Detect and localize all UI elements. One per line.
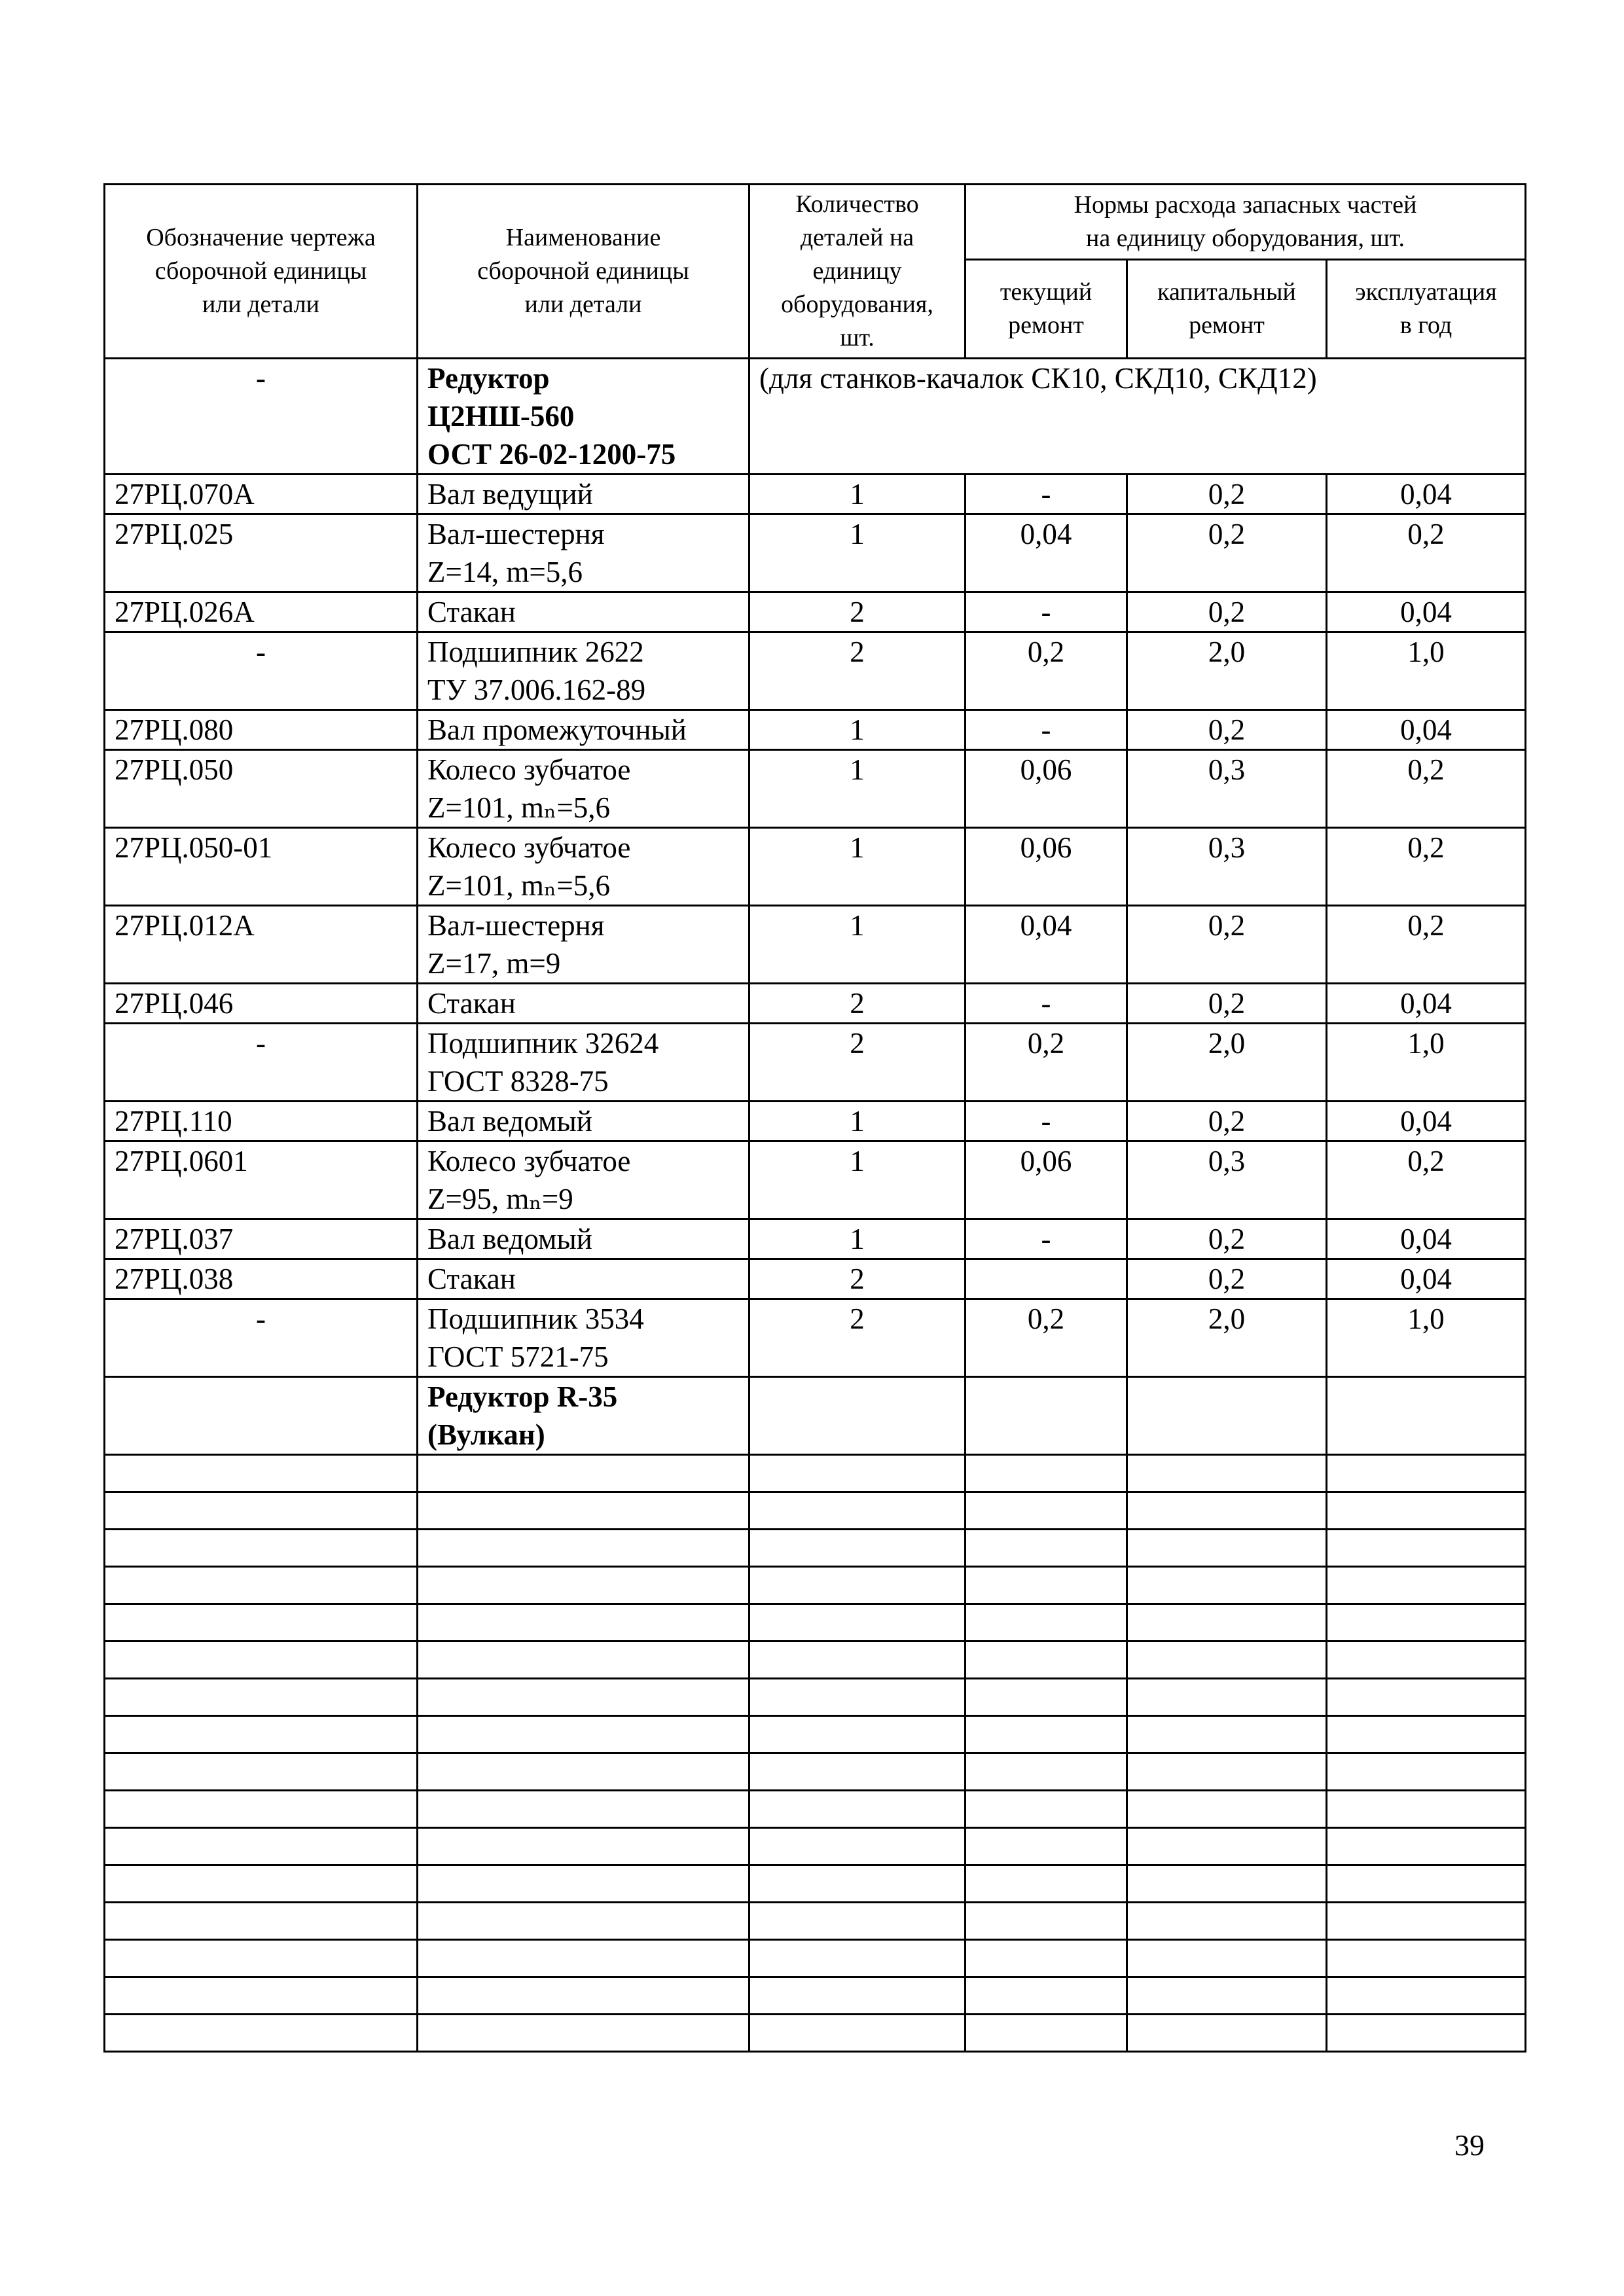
name-cell: Колесо зубчатое Z=101, mₙ=5,6 xyxy=(418,750,749,828)
empty-row xyxy=(105,1455,1526,1492)
name-cell: Колесо зубчатое Z=95, mₙ=9 xyxy=(418,1141,749,1219)
current-repair-cell: 0,2 xyxy=(965,1024,1127,1102)
empty-row xyxy=(105,1977,1526,2015)
current-repair-cell: - xyxy=(965,475,1127,514)
operation-cell: 0,04 xyxy=(1327,1219,1526,1259)
quantity-cell: 1 xyxy=(749,1141,965,1219)
table-row xyxy=(105,750,1526,828)
empty-row xyxy=(105,2015,1526,2052)
table-row xyxy=(105,1141,1526,1219)
table-row xyxy=(105,1024,1526,1102)
designation-cell: 27РЦ.037 xyxy=(105,1219,418,1259)
designation-cell: 27РЦ.012А xyxy=(105,906,418,984)
empty-row xyxy=(105,1716,1526,1753)
designation-cell: 27РЦ.046 xyxy=(105,984,418,1024)
empty-row xyxy=(105,1604,1526,1641)
section-row xyxy=(105,1377,1526,1455)
empty-row xyxy=(105,1828,1526,1865)
quantity-cell: 1 xyxy=(749,475,965,514)
empty-row xyxy=(105,1903,1526,1940)
current-repair-cell: 0,2 xyxy=(965,1299,1127,1377)
table-row xyxy=(105,710,1526,750)
header-operation-per-year: эксплуатация в год xyxy=(1327,260,1526,359)
operation-cell: 0,04 xyxy=(1327,475,1526,514)
operation-cell: 0,04 xyxy=(1327,592,1526,632)
quantity-cell: 1 xyxy=(749,1219,965,1259)
operation-cell: 0,2 xyxy=(1327,828,1526,906)
current-repair-cell xyxy=(965,1259,1127,1299)
table-row xyxy=(105,592,1526,632)
current-repair-cell: - xyxy=(965,592,1127,632)
current-repair-cell: - xyxy=(965,710,1127,750)
empty-row xyxy=(105,1940,1526,1977)
current-repair-cell: 0,04 xyxy=(965,514,1127,592)
section-title: Редуктор Ц2НШ-560 ОСТ 26-02-1200-75 xyxy=(418,359,749,475)
name-cell: Вал промежуточный xyxy=(418,710,749,750)
capital-repair-cell: 0,3 xyxy=(1127,828,1327,906)
operation-cell: 0,2 xyxy=(1327,514,1526,592)
capital-repair-cell: 0,2 xyxy=(1127,592,1327,632)
name-cell: Стакан xyxy=(418,592,749,632)
header-drawing-designation: Обозначение чертежа сборочной единицы или детали xyxy=(105,185,418,359)
spare-parts-table xyxy=(103,183,1526,2053)
page-number: 39 xyxy=(1454,2128,1485,2162)
quantity-cell: 1 xyxy=(749,710,965,750)
operation-cell: 0,2 xyxy=(1327,906,1526,984)
quantity-cell: 1 xyxy=(749,514,965,592)
quantity-cell: 1 xyxy=(749,828,965,906)
designation-cell: - xyxy=(105,1024,418,1102)
designation-cell: 27РЦ.050-01 xyxy=(105,828,418,906)
header-current-repair: текущий ремонт xyxy=(965,260,1127,359)
capital-repair-cell: 0,2 xyxy=(1127,514,1327,592)
quantity-cell: 1 xyxy=(749,906,965,984)
quantity-cell: 2 xyxy=(749,592,965,632)
section-designation xyxy=(105,1377,418,1455)
designation-cell: 27РЦ.026А xyxy=(105,592,418,632)
quantity-cell: 2 xyxy=(749,1299,965,1377)
current-repair-cell: - xyxy=(965,1219,1127,1259)
table-row xyxy=(105,1219,1526,1259)
header-name: Наименование сборочной единицы или детали xyxy=(418,185,749,359)
empty-row xyxy=(105,1753,1526,1791)
operation-cell: 0,04 xyxy=(1327,710,1526,750)
table-row xyxy=(105,906,1526,984)
capital-repair-cell: 0,2 xyxy=(1127,984,1327,1024)
current-repair-cell: 0,2 xyxy=(965,632,1127,710)
capital-repair-cell: 0,2 xyxy=(1127,1219,1327,1259)
name-cell: Вал-шестерня Z=14, m=5,6 xyxy=(418,514,749,592)
table-row xyxy=(105,475,1526,514)
capital-repair-cell: 0,3 xyxy=(1127,1141,1327,1219)
empty-row xyxy=(105,1492,1526,1530)
designation-cell: - xyxy=(105,632,418,710)
name-cell: Подшипник 3534 ГОСТ 5721-75 xyxy=(418,1299,749,1377)
capital-repair-cell: 0,2 xyxy=(1127,1102,1327,1141)
table-row xyxy=(105,984,1526,1024)
empty-row xyxy=(105,1791,1526,1828)
name-cell: Вал ведущий xyxy=(418,475,749,514)
current-repair-cell: - xyxy=(965,984,1127,1024)
section-row xyxy=(105,359,1526,475)
current-repair-cell: 0,06 xyxy=(965,750,1127,828)
capital-repair-cell: 0,3 xyxy=(1127,750,1327,828)
current-repair-cell: 0,06 xyxy=(965,1141,1127,1219)
name-cell: Вал ведомый xyxy=(418,1219,749,1259)
operation-cell: 1,0 xyxy=(1327,1299,1526,1377)
quantity-cell: 1 xyxy=(749,1102,965,1141)
empty-row xyxy=(105,1865,1526,1903)
empty-row xyxy=(105,1530,1526,1567)
designation-cell: 27РЦ.070А xyxy=(105,475,418,514)
section-note: (для станков-качалок СК10, СКД10, СКД12) xyxy=(749,359,1526,475)
table-row xyxy=(105,1102,1526,1141)
name-cell: Стакан xyxy=(418,984,749,1024)
operation-cell: 0,04 xyxy=(1327,1102,1526,1141)
capital-repair-cell: 2,0 xyxy=(1127,1299,1327,1377)
empty-row xyxy=(105,1641,1526,1679)
designation-cell: 27РЦ.038 xyxy=(105,1259,418,1299)
name-cell: Вал-шестерня Z=17, m=9 xyxy=(418,906,749,984)
capital-repair-cell: 0,2 xyxy=(1127,475,1327,514)
header-quantity: Количество деталей на единицу оборудования, шт. xyxy=(749,185,965,359)
capital-repair-cell: 2,0 xyxy=(1127,1024,1327,1102)
header-norms: Нормы расхода запасных частей на единицу оборудования, шт. xyxy=(965,185,1526,260)
section-designation: - xyxy=(105,359,418,475)
current-repair-cell: - xyxy=(965,1102,1127,1141)
operation-cell: 0,2 xyxy=(1327,1141,1526,1219)
operation-cell: 0,2 xyxy=(1327,750,1526,828)
quantity-cell: 2 xyxy=(749,1259,965,1299)
capital-repair-cell: 2,0 xyxy=(1127,632,1327,710)
operation-cell: 0,04 xyxy=(1327,1259,1526,1299)
operation-cell: 1,0 xyxy=(1327,632,1526,710)
name-cell: Подшипник 2622 ТУ 37.006.162-89 xyxy=(418,632,749,710)
name-cell: Стакан xyxy=(418,1259,749,1299)
designation-cell: 27РЦ.080 xyxy=(105,710,418,750)
name-cell: Вал ведомый xyxy=(418,1102,749,1141)
quantity-cell: 2 xyxy=(749,984,965,1024)
capital-repair-cell: 0,2 xyxy=(1127,710,1327,750)
table-row xyxy=(105,632,1526,710)
empty-row xyxy=(105,1679,1526,1716)
table-row xyxy=(105,514,1526,592)
operation-cell: 1,0 xyxy=(1327,1024,1526,1102)
table-row xyxy=(105,1259,1526,1299)
designation-cell: 27РЦ.110 xyxy=(105,1102,418,1141)
section-title: Редуктор R-35 (Вулкан) xyxy=(418,1377,749,1455)
quantity-cell: 2 xyxy=(749,632,965,710)
name-cell: Колесо зубчатое Z=101, mₙ=5,6 xyxy=(418,828,749,906)
table-row xyxy=(105,828,1526,906)
document-page xyxy=(103,183,1525,2053)
operation-cell: 0,04 xyxy=(1327,984,1526,1024)
designation-cell: 27РЦ.050 xyxy=(105,750,418,828)
header-capital-repair: капитальный ремонт xyxy=(1127,260,1327,359)
designation-cell: - xyxy=(105,1299,418,1377)
designation-cell: 27РЦ.025 xyxy=(105,514,418,592)
quantity-cell: 1 xyxy=(749,750,965,828)
capital-repair-cell: 0,2 xyxy=(1127,906,1327,984)
capital-repair-cell: 0,2 xyxy=(1127,1259,1327,1299)
designation-cell: 27РЦ.0601 xyxy=(105,1141,418,1219)
table-row xyxy=(105,1299,1526,1377)
quantity-cell: 2 xyxy=(749,1024,965,1102)
current-repair-cell: 0,06 xyxy=(965,828,1127,906)
name-cell: Подшипник 32624 ГОСТ 8328-75 xyxy=(418,1024,749,1102)
current-repair-cell: 0,04 xyxy=(965,906,1127,984)
empty-row xyxy=(105,1567,1526,1604)
